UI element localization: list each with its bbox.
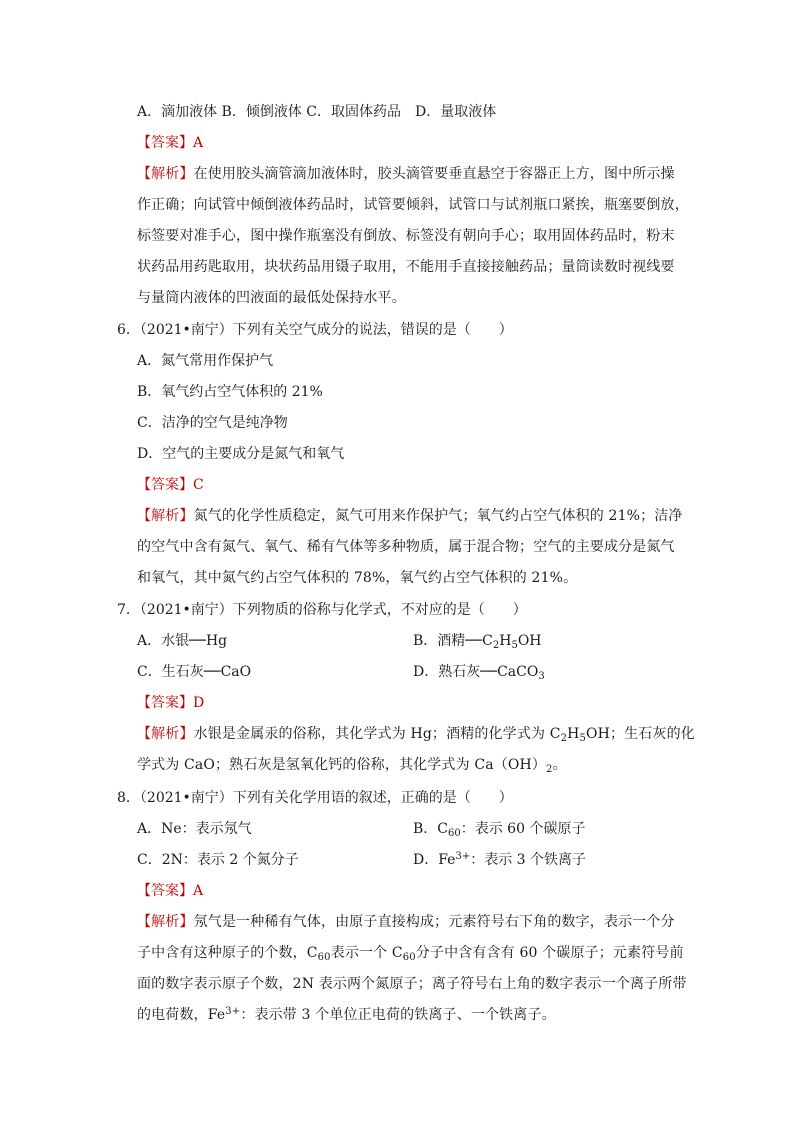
explanation-text: OH；生石灰的化 [585, 726, 695, 742]
option-text: B．酒精──C [413, 633, 493, 649]
option-text: ：表示 3 个铁离子 [470, 852, 587, 868]
q8-answer [137, 881, 203, 901]
explanation-text: 水银是金属汞的俗称，其化学式为 Hg；酒精的化学式为 C [193, 726, 561, 742]
subscript: 2 [545, 764, 553, 775]
explanation-tag: 【解析】 [137, 914, 194, 930]
explanation-text: 分子中含有含有 60 个碳原子；元素符号前 [415, 945, 684, 961]
q5-explanation-line: 标签要对准手心，图中操作瓶塞没有倒放、标签没有朝向手心；取用固体药品时，粉末 [137, 228, 675, 244]
q5-explanation-line: 与量筒内液体的凹液面的最低处保持水平。 [137, 290, 406, 306]
subscript: 2 [560, 733, 568, 744]
answer-value: C [193, 477, 204, 493]
option-text: D．熟石灰──CaCO [413, 664, 539, 680]
option-text: ：表示 60 个碳原子 [460, 821, 586, 837]
q7-stem: 7．（2021•南宁）下列物质的俗称与化学式，不对应的是（ ） [117, 602, 527, 618]
explanation-text: 在使用胶头滴管滴加液体时，胶头滴管要垂直悬空于容器正上方，图中所示操 [193, 166, 675, 182]
explanation-text: 。 [552, 757, 567, 773]
q7-answer [137, 693, 204, 713]
answer-value: D [193, 695, 205, 711]
subscript: 60 [317, 952, 331, 963]
q7-explanation-line [137, 724, 695, 744]
q5-explanation-line: 状药品用药匙取用，块状药品用镊子取用，不能用手直接接触药品；量筒读数时视线要 [137, 259, 675, 275]
answer-value: A [193, 135, 204, 151]
answer-tag: 【答案】 [137, 135, 193, 151]
q8-stem: 8．（2021•南宁）下列有关化学用语的叙述，正确的是（ ） [117, 790, 513, 806]
q7-option-a: A．水银──Hg [137, 633, 228, 649]
explanation-text: 表示一个 C [330, 945, 403, 961]
subscript: 3 [538, 671, 545, 682]
q6-answer [137, 475, 204, 495]
option-text: H [499, 633, 512, 649]
explanation-text: 学式为 CaO；熟石灰是氢氧化钙的俗称，其化学式为 Ca（OH） [137, 757, 546, 773]
q6-option-c: C．洁净的空气是纯净物 [137, 415, 288, 431]
explanation-tag: 【解析】 [137, 166, 194, 182]
explanation-tag: 【解析】 [137, 726, 194, 742]
answer-tag: 【答案】 [137, 695, 193, 711]
q7-option-b [413, 631, 542, 651]
q6-explanation-line: 的空气中含有氮气、氧气、稀有气体等多种物质，属于混合物；空气的主要成分是氮气 [137, 539, 675, 555]
explanation-text: 的电荷数，Fe [137, 1007, 226, 1023]
q6-explanation-line [137, 506, 683, 526]
q6-stem: 6．（2021•南宁）下列有关空气成分的说法，错误的是（ ） [117, 322, 513, 338]
q8-option-a: A．Ne：表示氖气 [137, 821, 252, 837]
answer-tag: 【答案】 [137, 477, 193, 493]
q6-option-d: D．空气的主要成分是氮气和氧气 [137, 446, 345, 462]
q8-explanation-line [137, 1005, 556, 1025]
q7-option-d [413, 662, 545, 682]
explanation-text: 氖气是一种稀有气体，由原子直接构成；元素符号右下角的数字，表示一个分 [193, 914, 675, 930]
q8-option-c: C．2N：表示 2 个氮分子 [137, 852, 299, 868]
q5-options: A．滴加液体 B．倾倒液体 C．取固体药品 D．量取液体 [137, 104, 497, 120]
q6-option-b: B．氧气约占空气体积的 21% [137, 384, 323, 400]
q7-explanation-line [137, 755, 567, 775]
subscript: 5 [579, 733, 586, 744]
q6-option-a: A．氮气常用作保护气 [137, 353, 274, 369]
superscript: 3+ [225, 1006, 241, 1017]
explanation-text: 氮气的化学性质稳定，氮气可用来作保护气；氧气约占空气体积的 21%；洁净 [193, 508, 683, 524]
q5-explanation-line: 作正确；向试管中倾倒液体药品时，试管要倾斜，试管口与试剂瓶口紧挨，瓶塞要倒放， [137, 197, 689, 213]
option-text: B．C [413, 821, 448, 837]
explanation-tag: 【解析】 [137, 508, 194, 524]
q5-explanation-line [137, 164, 675, 184]
answer-tag: 【答案】 [137, 883, 193, 899]
q5-answer [137, 133, 203, 153]
explanation-text: 子中含有这种原子的个数，C [137, 945, 318, 961]
option-text: D．Fe [413, 852, 456, 868]
answer-value: A [193, 883, 204, 899]
q7-option-c: C．生石灰──CaO [137, 664, 252, 680]
q8-explanation-line [137, 943, 684, 963]
q8-explanation-line [137, 912, 675, 932]
superscript: 3+ [455, 851, 471, 862]
explanation-text: ：表示带 3 个单位正电荷的铁离子、一个铁离子。 [240, 1007, 556, 1023]
subscript: 2 [492, 640, 500, 651]
subscript: 60 [402, 952, 416, 963]
explanation-text: H [567, 726, 580, 742]
q8-explanation-line: 面的数字表示原子个数，2N 表示两个氮原子；离子符号右上角的数字表示一个离子所带 [137, 976, 687, 992]
option-text: OH [517, 633, 542, 649]
q8-option-d [413, 850, 586, 870]
q8-option-b [413, 819, 585, 839]
subscript: 60 [448, 828, 461, 839]
subscript: 5 [511, 640, 518, 651]
q6-explanation-line: 和氧气，其中氮气约占空气体积的 78%，氧气约占空气体积的 21%。 [137, 570, 578, 586]
